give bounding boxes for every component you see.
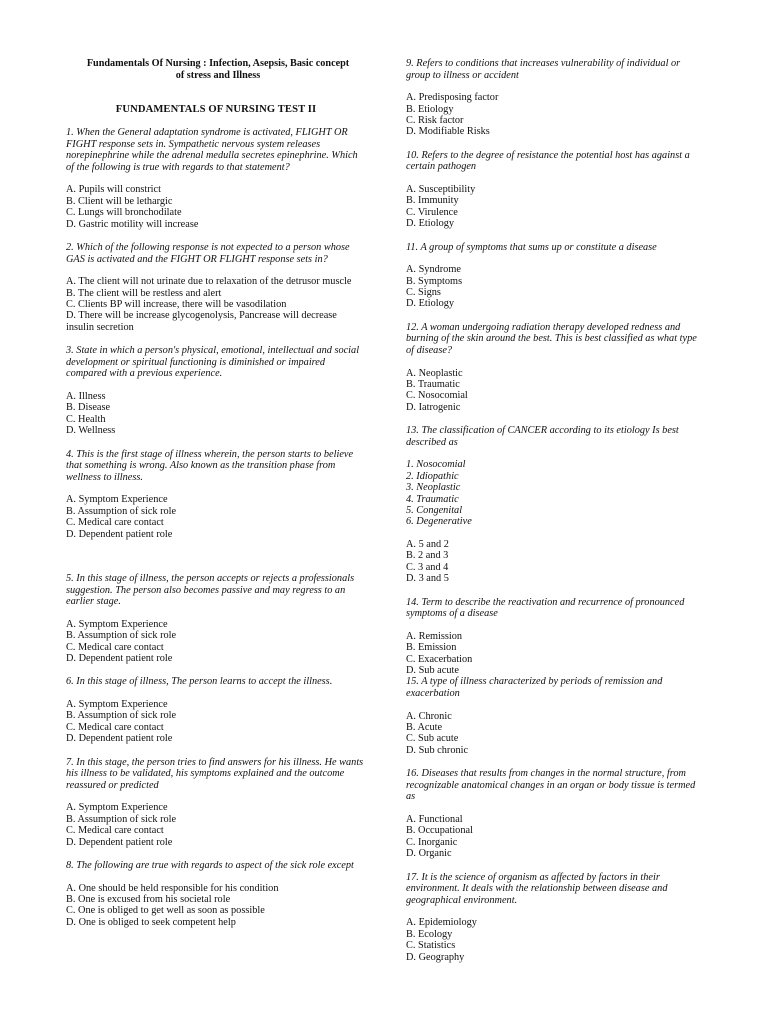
option-b: B. Acute xyxy=(406,721,443,733)
item-5: 5. Congenital xyxy=(406,505,463,517)
question-text: 11. A group of symptoms that sums up or constitute a disease xyxy=(406,241,657,253)
option-d: D. One is obliged to seek competent help xyxy=(66,916,236,928)
option-a: A. The client will not urinate due to relaxation of the detrusor muscle xyxy=(66,276,352,288)
option-d: D. Dependent patient role xyxy=(66,836,173,848)
question-15 xyxy=(406,676,702,756)
option-b: B. Occupational xyxy=(406,825,473,837)
document-title-line-1: Fundamentals Of Nursing : Infection, Asepsis, Basic concept xyxy=(86,58,350,69)
right-column xyxy=(406,58,702,963)
question-text: 4. This is the first stage of illness wherein, the person starts to believe that something is wrong. Also known as the transition phase from wellness to illness. xyxy=(66,448,354,483)
question-text: 8. The following are true with regards to aspect of the sick role except xyxy=(66,860,354,872)
answer-options xyxy=(406,92,702,138)
option-c: C. Risk factor xyxy=(406,115,464,126)
option-d: D. 3 and 5 xyxy=(406,573,449,585)
question-text: 12. A woman undergoing radiation therapy developed redness and burning of the skin around the best. This is best classified as what type of disease? xyxy=(406,321,697,357)
answer-options xyxy=(406,917,702,963)
option-a: A. Susceptibility xyxy=(406,184,476,195)
question-8 xyxy=(66,860,366,928)
option-b: B. 2 and 3 xyxy=(406,550,449,562)
option-c: C. 3 and 4 xyxy=(406,561,449,573)
option-a: A. Symptom Experience xyxy=(66,699,168,711)
option-d: D. Iatrogenic xyxy=(406,401,461,413)
option-b: B. Emission xyxy=(406,642,457,654)
option-c: C. Exacerbation xyxy=(406,653,473,665)
item-6: 6. Degenerative xyxy=(406,516,472,528)
question-10 xyxy=(406,150,702,230)
question-text: 3. State in which a person's physical, emotional, intellectual and social development or spiritual functioning is diminished or impaired compared with a previous experience. xyxy=(66,345,360,380)
option-c: C. One is obliged to get well as soon as possible xyxy=(66,905,265,917)
option-a: A. Symptom Experience xyxy=(66,802,168,814)
option-c: C. Medical care contact xyxy=(66,641,164,653)
option-c: C. Inorganic xyxy=(406,836,458,848)
question-5 xyxy=(66,573,366,664)
option-c: C. Medical care contact xyxy=(66,825,164,837)
question-17 xyxy=(406,872,702,963)
answer-options xyxy=(406,539,702,585)
option-d: D. Geography xyxy=(406,951,465,963)
option-b: B. Traumatic xyxy=(406,379,460,391)
test-title: FUNDAMENTALS OF NURSING TEST II xyxy=(115,104,317,115)
question-6 xyxy=(66,676,366,744)
option-a: A. Symptom Experience xyxy=(66,618,168,630)
answer-options xyxy=(406,368,702,414)
option-d: D. Dependent patient role xyxy=(66,528,173,540)
answer-options xyxy=(406,264,702,310)
item-2: 2. Idiopathic xyxy=(406,470,459,482)
option-a: A. Functional xyxy=(406,813,463,825)
option-a: A. Remission xyxy=(406,630,463,642)
left-column xyxy=(66,58,366,928)
option-c: C. Sub acute xyxy=(406,733,459,745)
option-d: D. Sub chronic xyxy=(406,744,469,756)
option-d: D. Wellness xyxy=(66,425,116,437)
question-4 xyxy=(66,449,366,540)
option-b: B. Assumption of sick role xyxy=(66,630,177,642)
answer-options xyxy=(66,494,366,540)
question-3 xyxy=(66,345,366,436)
answer-options xyxy=(406,711,702,757)
item-3: 3. Neoplastic xyxy=(406,482,461,494)
answer-options xyxy=(66,802,366,848)
option-b: B. Client will be lethargic xyxy=(66,195,173,207)
option-c: C. Signs xyxy=(406,287,441,299)
option-a: A. Epidemiology xyxy=(406,917,477,929)
answer-options xyxy=(66,391,366,437)
answer-options xyxy=(406,184,702,230)
option-a: A. Chronic xyxy=(406,710,452,722)
option-c: C. Health xyxy=(66,413,106,425)
option-d: D. Modifiable Risks xyxy=(406,126,490,138)
option-d: D. Etiology xyxy=(406,218,455,230)
question-text: 2. Which of the following response is not expected to a person whose GAS is activated and the FIGHT OR FLIGHT response sets in? xyxy=(66,242,350,265)
option-b: B. Disease xyxy=(66,402,111,414)
option-b: B. Immunity xyxy=(406,195,459,207)
option-c: C. Statistics xyxy=(406,940,456,952)
answer-options xyxy=(66,619,366,665)
option-d: D. Dependent patient role xyxy=(66,733,173,745)
option-d: D. Dependent patient role xyxy=(66,653,173,665)
question-text: 17. It is the science of organism as affected by factors in their environment. It deals with the relationship between disease and geographical environment. xyxy=(406,871,668,906)
answer-options xyxy=(66,883,366,929)
option-a: A. Predisposing factor xyxy=(406,92,499,104)
question-text: 15. A type of illness characterized by periods of remission and exacerbation xyxy=(406,676,663,699)
question-16 xyxy=(406,768,702,859)
option-c: C. Clients BP will increase, there will be vasodilation xyxy=(66,299,287,310)
option-a: A. Syndrome xyxy=(406,264,461,276)
option-d: D. There will be increase glycogenolysis, Pancrease will decrease insulin secretion xyxy=(66,310,337,333)
document-title xyxy=(66,58,366,82)
option-b: B. Assumption of sick role xyxy=(66,710,177,722)
question-text: 13. The classification of CANCER according to its etiology Is best described as xyxy=(406,425,679,448)
question-13 xyxy=(406,425,702,584)
question-text: 14. Term to describe the reactivation and recurrence of pronounced symptoms of a disease xyxy=(406,596,685,620)
question-12 xyxy=(406,322,702,413)
answer-options xyxy=(406,631,702,677)
question-text: 9. Refers to conditions that increases vulnerability of individual or group to illness or accident xyxy=(406,58,681,81)
option-b: B. Etiology xyxy=(406,103,454,115)
answer-options xyxy=(66,276,366,333)
option-b: B. Ecology xyxy=(406,928,453,940)
question-2 xyxy=(66,242,366,333)
option-a: A. Neoplastic xyxy=(406,367,463,379)
option-d: D. Organic xyxy=(406,848,452,860)
question-text: 10. Refers to the degree of resistance the potential host has against a certain pathogen xyxy=(406,149,690,173)
question-7 xyxy=(66,757,366,848)
option-a: A. 5 and 2 xyxy=(406,538,449,550)
option-d: D. Sub acute xyxy=(406,664,459,676)
option-c: C. Nosocomial xyxy=(406,390,468,402)
option-c: C. Medical care contact xyxy=(66,517,164,529)
question-14 xyxy=(406,597,702,677)
option-a: A. One should be held responsible for his condition xyxy=(66,882,279,894)
option-b: B. Assumption of sick role xyxy=(66,813,177,825)
question-11 xyxy=(406,242,702,310)
answer-options xyxy=(66,184,366,230)
option-b: B. The client will be restless and alert xyxy=(66,287,222,299)
option-b: B. Symptoms xyxy=(406,275,463,287)
question-text: 6. In this stage of illness, The person learns to accept the illness. xyxy=(66,676,333,688)
question-9 xyxy=(406,58,702,138)
option-a: A. Pupils will constrict xyxy=(66,184,161,196)
option-b: B. One is excused from his societal role xyxy=(66,894,231,906)
option-c: C. Virulence xyxy=(406,206,458,218)
question-text: 16. Diseases that results from changes in the normal structure, from recognizable anatomical changes in an organ or body tissue is termed as xyxy=(406,768,696,803)
item-1: 1. Nosocomial xyxy=(406,459,466,471)
option-b: B. Assumption of sick role xyxy=(66,505,177,517)
option-a: A. Illness xyxy=(66,391,106,402)
option-d: D. Etiology xyxy=(406,298,455,310)
question-text: 5. In this stage of illness, the person accepts or rejects a professionals suggestion. The person also becomes passive and may regress to an earlier stage. xyxy=(66,573,355,608)
option-d: D. Gastric motility will increase xyxy=(66,218,199,230)
question-1 xyxy=(66,127,366,230)
question-text: 1. When the General adaptation syndrome is activated, FLIGHT OR FIGHT response sets in. Sympathetic nervous system releases norepinephrine while the adrenal medulla secretes epinephrine. Which of the following is true with regards to that statement? xyxy=(66,127,358,173)
option-a: A. Symptom Experience xyxy=(66,494,168,506)
classification-items xyxy=(406,459,702,527)
option-c: C. Lungs will bronchodilate xyxy=(66,207,182,219)
item-4: 4. Traumatic xyxy=(406,493,459,505)
answer-options xyxy=(406,814,702,860)
question-text: 7. In this stage, the person tries to find answers for his illness. He wants his illness to be validated, his symptoms explained and the outcome reassured or predicted xyxy=(66,756,364,791)
answer-options xyxy=(66,699,366,745)
option-c: C. Medical care contact xyxy=(66,721,164,733)
document-title-line-2: of stress and Illness xyxy=(175,70,261,81)
